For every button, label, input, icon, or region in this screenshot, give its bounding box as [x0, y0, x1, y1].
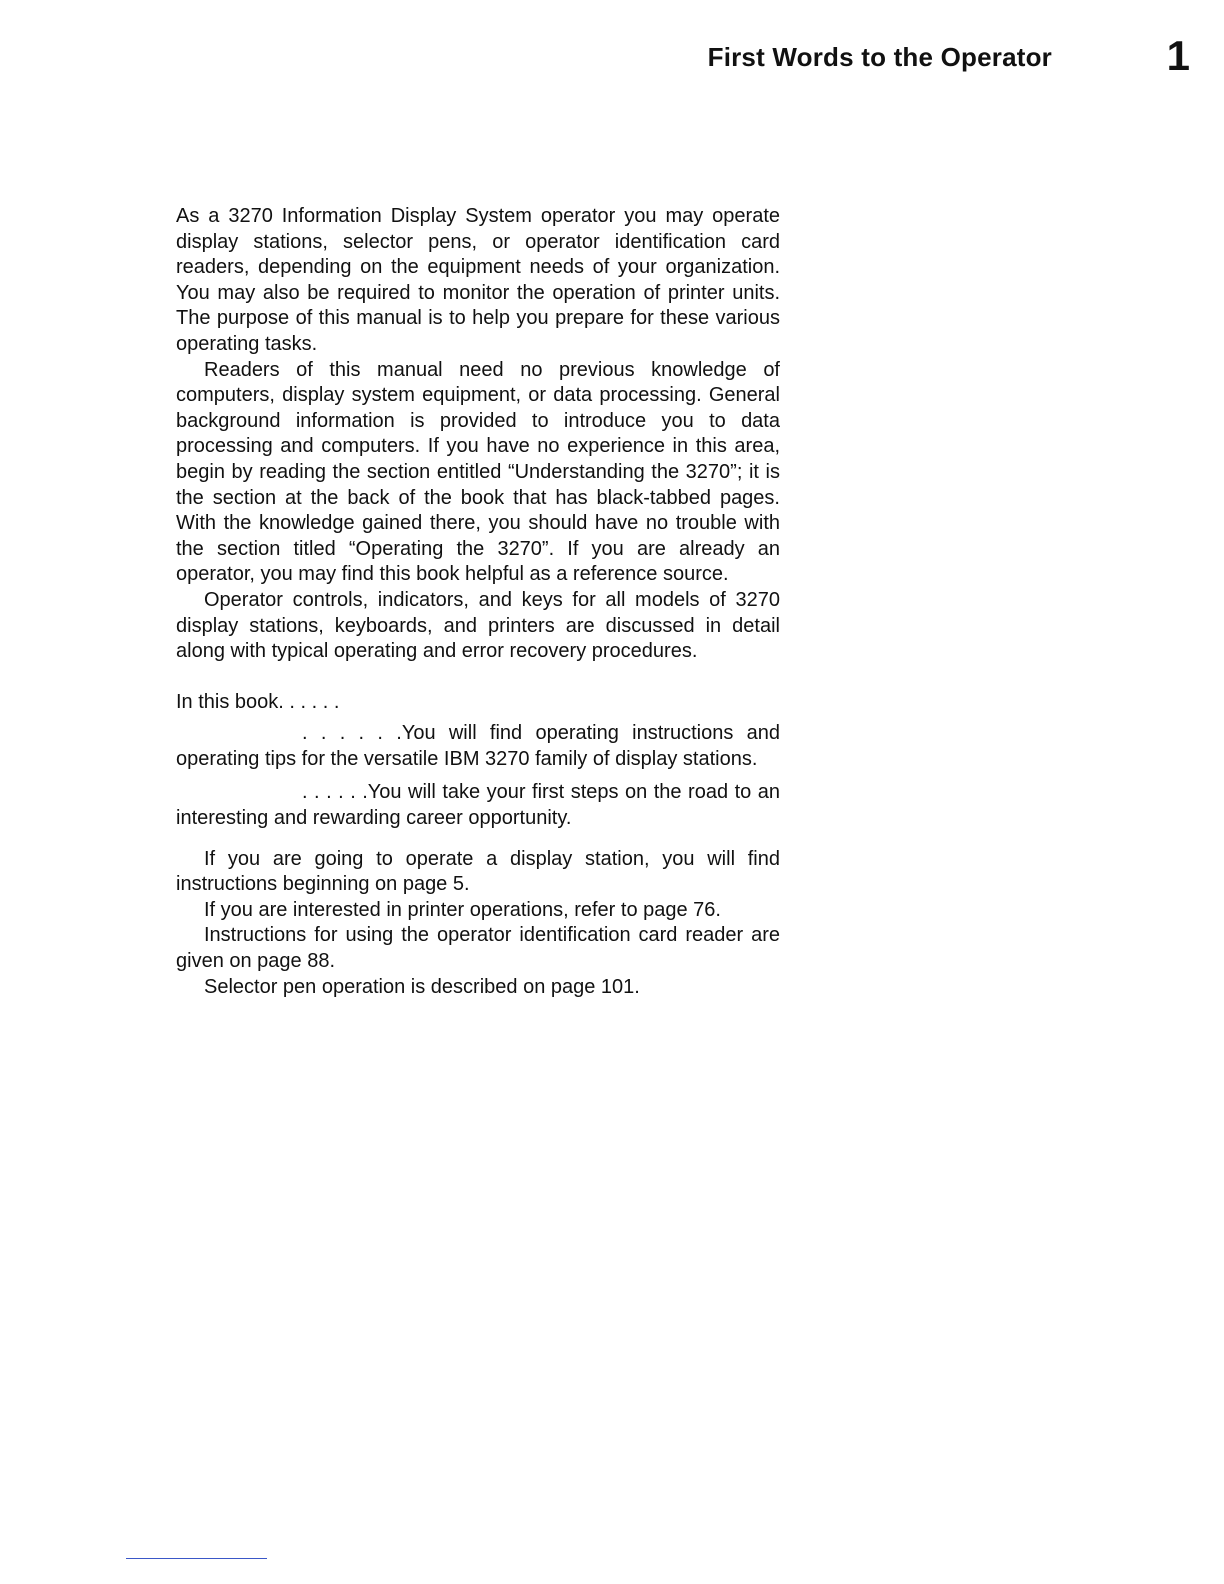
reference-paragraph: Selector pen operation is described on page 101.	[204, 975, 640, 998]
intro-paragraph: Readers of this manual need no previous knowledge of computers, display system equipment, or data processing. General background information is provided to introduce you to data processing and computers. If you have no experience in this area, begin by reading the section entitled “Understanding the 3270”; it is the section at the back of the book that has black-tabbed pages. With the knowledge gained there, you should have no trouble with the section titled “Operating the 3270”. If you are already an operator, you may find this book helpful as a reference source.	[176, 358, 780, 586]
reference-paragraph: If you are interested in printer operations, refer to page 76.	[204, 898, 721, 921]
page-title: First Words to the Operator	[707, 42, 1052, 72]
intro-paragraph: Operator controls, indicators, and keys for all models of 3270 display stations, keyboards, and printers are discussed in detail along with typical operating and error recovery procedures.	[176, 588, 780, 663]
reference-paragraph: If you are going to operate a display station, you will find instructions beginning on page 5.	[176, 847, 780, 896]
reference-paragraph: Instructions for using the operator identification card reader are given on page 88.	[176, 924, 780, 973]
body-text	[176, 204, 780, 1000]
page-header	[600, 32, 1190, 82]
bullet-paragraph: . . . . . .You will find operating instructions and operating tips for the versatile IBM 3270 family of display stations.	[176, 722, 780, 770]
in-this-book-heading: In this book. . . . . .	[176, 690, 340, 713]
footer-rule	[126, 1558, 267, 1559]
bullet-paragraph: . . . . . .You will take your first steps on the road to an interesting and rewarding career opportunity.	[176, 781, 780, 830]
intro-paragraph: As a 3270 Information Display System operator you may operate display stations, selector pens, or operator identification card readers, depending on the equipment needs of your organization. You may also be required to monitor the operation of printer units. The purpose of this manual is to help you prepare for these various operating tasks.	[176, 205, 780, 355]
chapter-number: 1	[1166, 32, 1190, 79]
